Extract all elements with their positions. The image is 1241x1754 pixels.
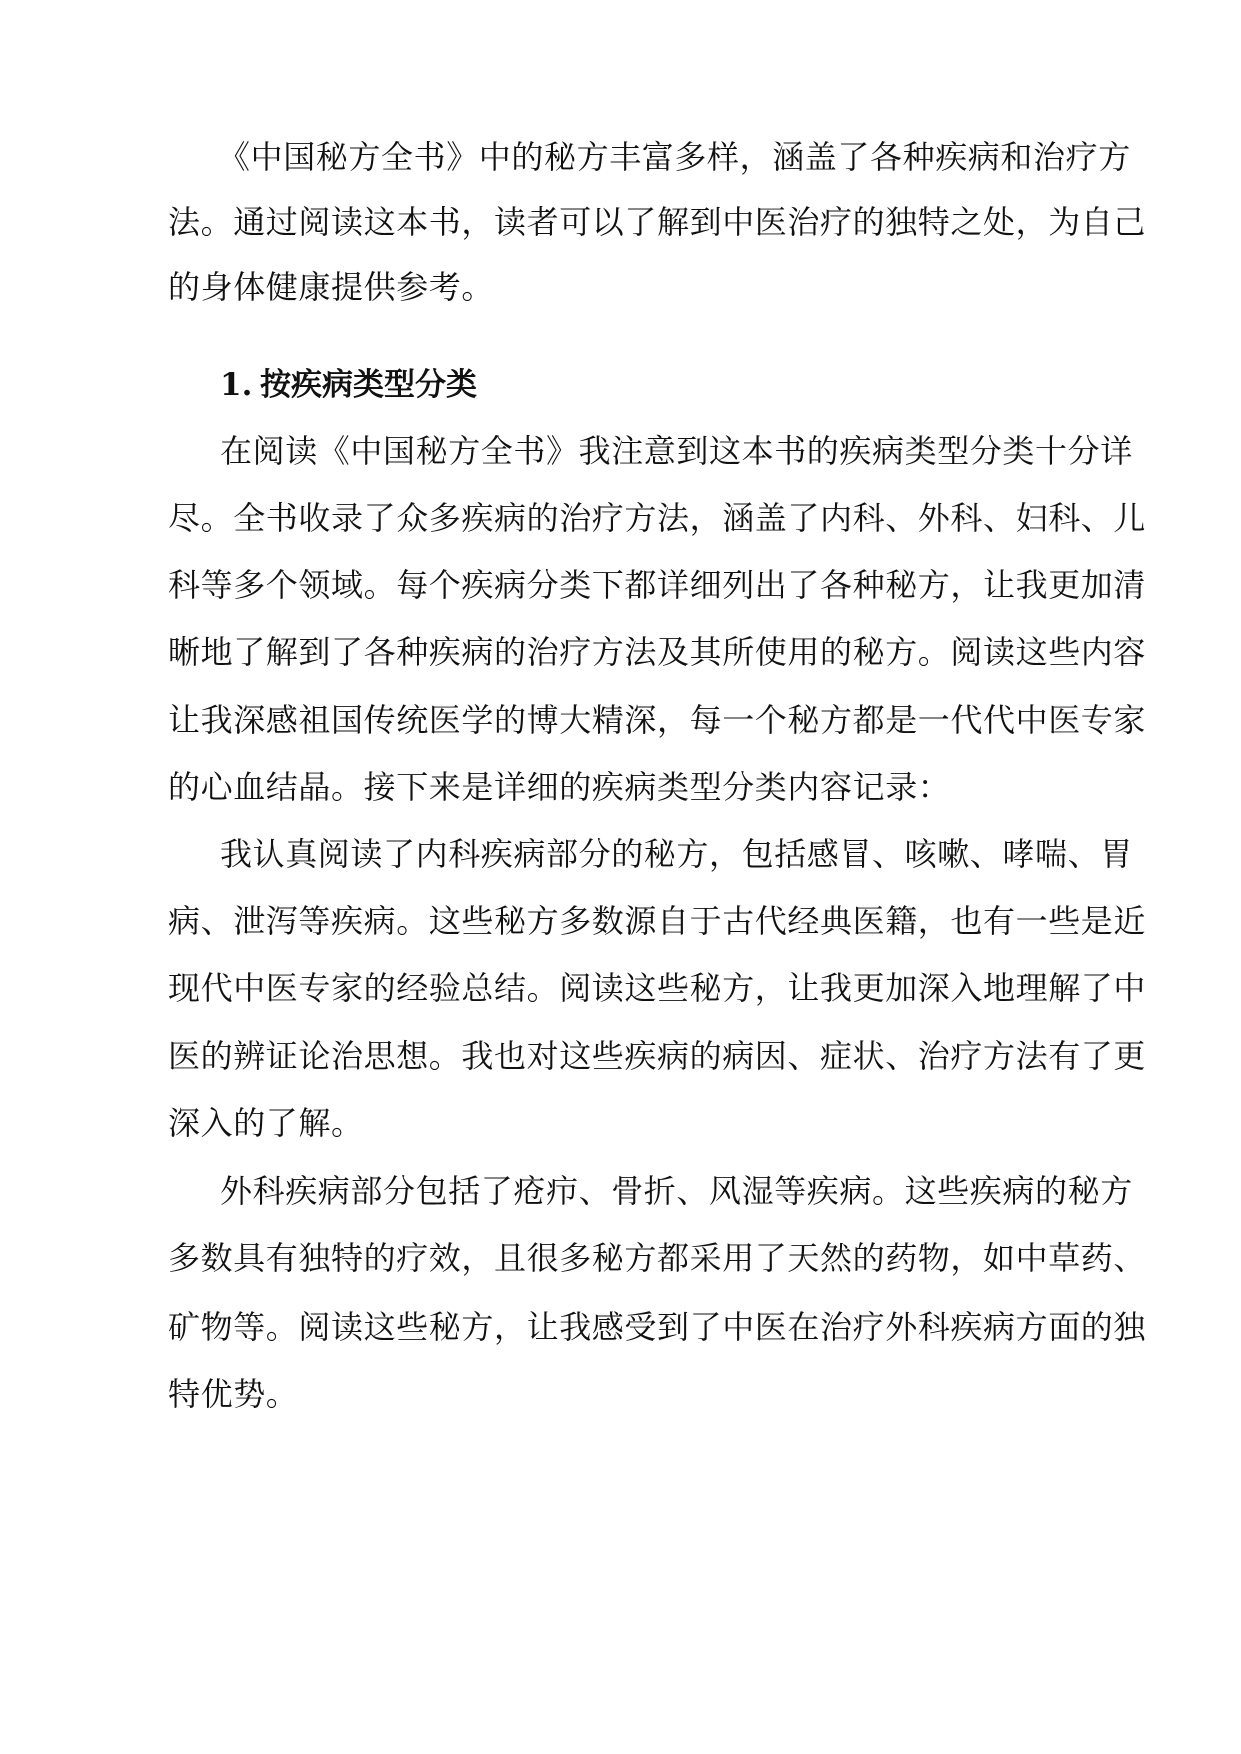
- paragraph-line: [0, 824, 1241, 884]
- paragraph-line: [0, 690, 1241, 750]
- paragraph-text: 深入的了解。: [168, 1104, 364, 1142]
- paragraph-text: 医的辨证论治思想。我也对这些疾病的病因、症状、治疗方法有了更: [168, 1037, 1147, 1075]
- paragraph-text: 《中国秘方全书》中的秘方丰富多样，涵盖了各种疾病和治疗方: [218, 138, 1131, 176]
- paragraph-text: 病、泄泻等疾病。这些秘方多数源自于古代经典医籍，也有一些是近: [168, 902, 1147, 940]
- paragraph-text: 的身体健康提供参考。: [168, 268, 495, 306]
- paragraph-line: [0, 891, 1241, 951]
- paragraph-line: [0, 1364, 1241, 1424]
- paragraph-text: 法。通过阅读这本书，读者可以了解到中医治疗的独特之处，为自己: [168, 203, 1147, 241]
- paragraph-line: [0, 127, 1241, 187]
- paragraph-line: [0, 192, 1241, 252]
- paragraph-text: 让我深感祖国传统医学的博大精深，每一个秘方都是一代代中医专家: [168, 701, 1147, 739]
- section-heading-title: 按疾病类型分类: [260, 367, 477, 403]
- paragraph-text: 现代中医专家的经验总结。阅读这些秘方，让我更加深入地理解了中: [168, 969, 1147, 1007]
- paragraph-line: [0, 488, 1241, 548]
- paragraph-text: 在阅读《中国秘方全书》我注意到这本书的疾病类型分类十分详: [220, 432, 1133, 470]
- paragraph-text: 晰地了解到了各种疾病的治疗方法及其所使用的秘方。阅读这些内容: [168, 633, 1147, 671]
- paragraph-line: [0, 757, 1241, 817]
- paragraph-text: 科等多个领域。每个疾病分类下都详细列出了各种秘方，让我更加清: [168, 566, 1147, 604]
- paragraph-text: 外科疾病部分包括了疮疖、骨折、风湿等疾病。这些疾病的秘方: [220, 1172, 1133, 1210]
- paragraph-text: 矿物等。阅读这些秘方，让我感受到了中医在治疗外科疾病方面的独: [168, 1308, 1147, 1346]
- paragraph-line: [0, 257, 1241, 317]
- paragraph-line: [0, 555, 1241, 615]
- paragraph-text: 多数具有独特的疗效，且很多秘方都采用了天然的药物，如中草药、: [168, 1239, 1147, 1277]
- paragraph-text: 特优势。: [168, 1375, 299, 1413]
- paragraph-text: 的心血结晶。接下来是详细的疾病类型分类内容记录：: [168, 768, 951, 806]
- paragraph-text: 尽。全书收录了众多疾病的治疗方法，涵盖了内科、外科、妇科、儿: [168, 499, 1147, 537]
- paragraph-line: [0, 1026, 1241, 1086]
- section-heading-number: 1.: [220, 367, 253, 403]
- paragraph-line: [0, 1093, 1241, 1153]
- paragraph-line: [0, 1228, 1241, 1288]
- paragraph-text: 我认真阅读了内科疾病部分的秘方，包括感冒、咳嗽、哮喘、胃: [220, 835, 1133, 873]
- paragraph-line: [0, 1297, 1241, 1357]
- paragraph-line: [0, 958, 1241, 1018]
- paragraph-line: [0, 1161, 1241, 1221]
- paragraph-line: [0, 622, 1241, 682]
- paragraph-line: [0, 421, 1241, 481]
- section-heading: [0, 355, 1241, 415]
